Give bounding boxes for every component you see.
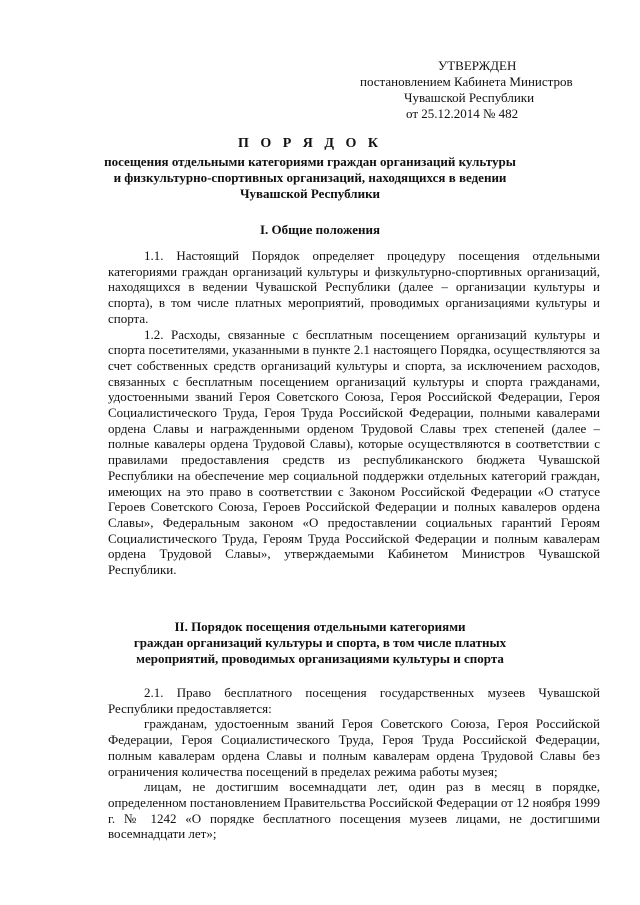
paragraph-1-2: 1.2. Расходы, связанные с бесплатным посещением организаций культуры и спорта посетителями, указанными в пункте 2.1 настоящего Порядка, осуществляются за счет собственных средств организаций культуры и спорта, за исключением расходов, связанных с бесплатным посещением организаций культуры и спорта гражданами, удостоенными званий Героя Советского Союза, Героя Российской Федерации, Героя Социалистического Труда, Героя Труда Российской Федерации, полными кавалерами ордена Славы и награжденными орденом Трудовой Славы трех степеней (далее – полные кавалеры ордена Трудовой Славы), которые осуществляются в соответствии с правилами предоставления средств из республиканского бюджета Чувашской Республики на обеспечение мер социальной поддержки отдельных категорий граждан, имеющих на это право в соответствии с Законом Российской Федерации «О статусе Героев Советского Союза, Героев Российской Федерации и полных кавалеров ордена Славы», Федеральным законом «О предоставлении социальных гарантий Героям Социалистического Труда, Героям Труда Российской Федерации и полным кавалерам ордена Трудовой Славы», утверждаемыми Кабинетом Министров Чувашской Республики. xyxy=(108,326,600,578)
paragraph-2-1-minors: лицам, не достигшим восемнадцати лет, один раз в месяц в порядке, определенном постановлением Правительства Российской Федерации от 12 ноября 1999 г. № 1242 «О порядке бесплатного посещения музеев лицами, не достигшими восемнадцати лет»; xyxy=(108,779,600,842)
section-2-heading-line-1: II. Порядок посещения отдельными категориями xyxy=(174,619,466,634)
approval-line-2: Чувашской Республики xyxy=(404,90,535,105)
paragraph-2-1: 2.1. Право бесплатного посещения государственных музеев Чувашской Республики предоставляется: xyxy=(108,685,600,716)
title-line-2: и физкультурно-спортивных организаций, находящихся в ведении xyxy=(113,170,507,185)
section-2-heading xyxy=(110,619,530,667)
title-main: П О Р Я Д О К xyxy=(237,136,383,151)
section-1-heading: I. Общие положения xyxy=(260,222,380,237)
title-line-1: посещения отдельными категориями граждан организаций культуры xyxy=(104,154,516,169)
approval-title: УТВЕРЖДЕН xyxy=(438,58,517,73)
approval-stamp xyxy=(360,58,610,122)
approval-line-3: от 25.12.2014 № 482 xyxy=(406,106,519,121)
document-title xyxy=(100,136,520,202)
title-line-3: Чувашской Республики xyxy=(239,186,381,201)
section-2-heading-line-2: граждан организаций культуры и спорта, в том числе платных xyxy=(133,635,507,650)
paragraph-2-1-heroes: гражданам, удостоенным званий Героя Советского Союза, Героя Российской Федерации, Героя Социалистического Труда, Героя Труда Российской Федерации, полным кавалерам ордена Славы и полным кавалерам ордена Трудовой Славы без ограничения количества посещений в пределах режима работы музея; xyxy=(108,716,600,779)
section-1-body xyxy=(108,248,600,578)
paragraph-1-1: 1.1. Настоящий Порядок определяет процедуру посещения отдельными категориями граждан организаций культуры и физкультурно-спортивных организаций, находящихся в ведении Чувашской Республики (далее – организации культуры и спорта), в том числе платных мероприятий, проводимых организациями культуры и спорта. xyxy=(108,248,600,326)
section-2-body xyxy=(108,685,600,842)
approval-line-1: постановлением Кабинета Министров xyxy=(360,74,573,89)
section-2-heading-line-3: мероприятий, проводимых организациями культуры и спорта xyxy=(136,651,504,666)
